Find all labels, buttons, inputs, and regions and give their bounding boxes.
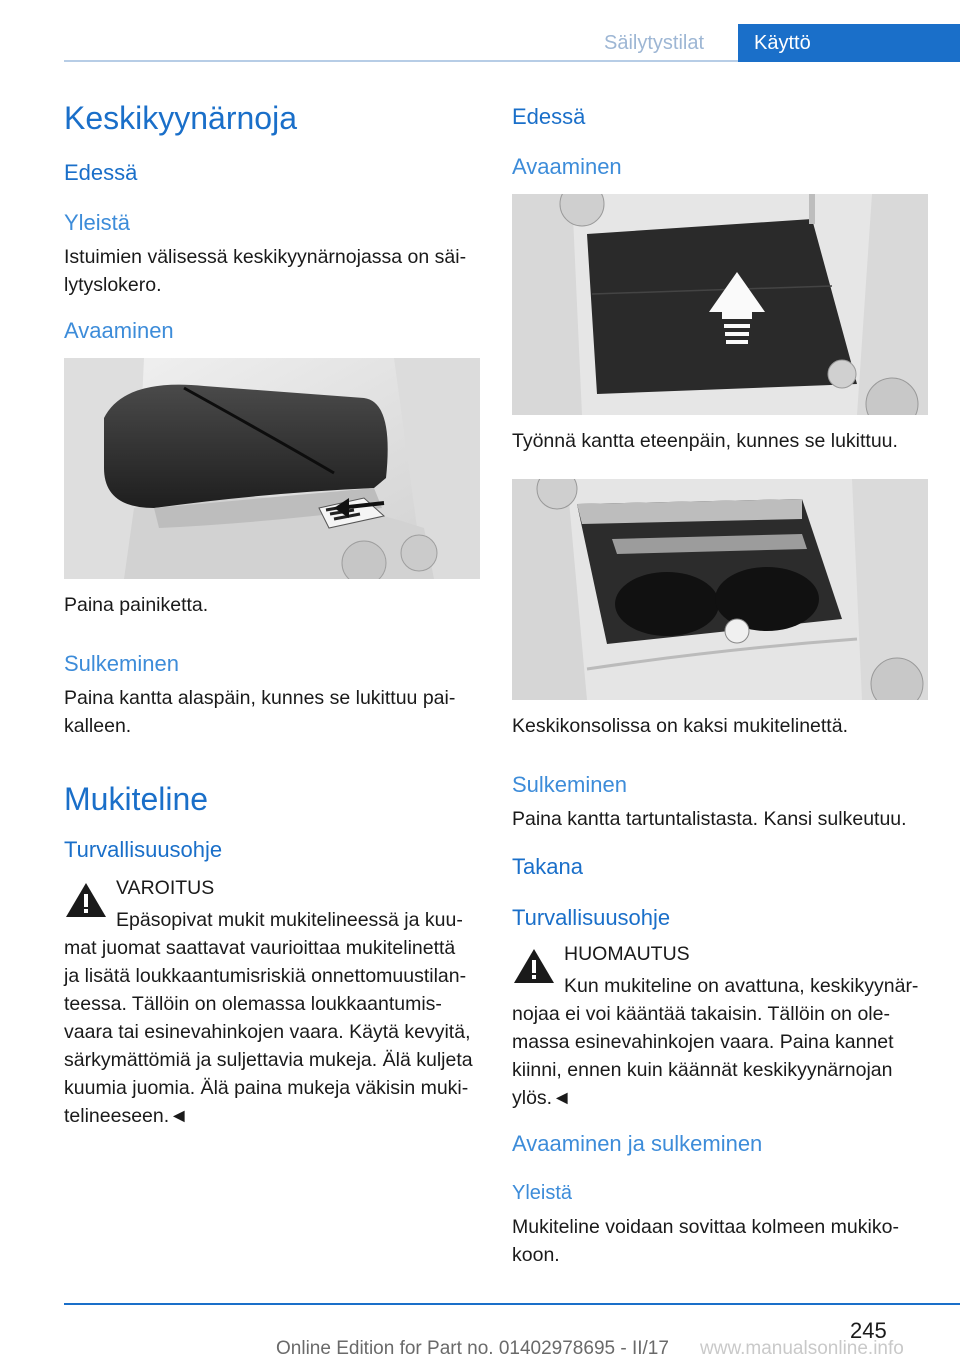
text-line: kiinni, ennen kuin käännät keskikyynärnojan	[512, 1059, 893, 1081]
notice-text	[512, 972, 932, 1112]
footer-edition: Online Edition for Part no. 01402978695 - II/17	[276, 1338, 669, 1359]
text-line: särkymättömiä ja suljettavia mukeja. Älä kuljeta	[64, 1049, 473, 1071]
two-cupholders-illustration	[512, 479, 928, 700]
text-line: ja lisätä loukkaantumisriskiä onnettomuustilan-	[64, 965, 467, 987]
paragraph-general-right	[512, 1213, 899, 1269]
heading-safety: Turvallisuusohje	[64, 837, 223, 862]
warning-text	[64, 906, 480, 1130]
notice-label: HUOMAUTUS	[564, 943, 690, 965]
heading-opening-right: Avaaminen	[512, 154, 622, 179]
footer-rule	[64, 1303, 960, 1305]
heading-armrest: Keskikyynärnoja	[64, 100, 297, 136]
cupholder-cover-illustration	[512, 194, 928, 415]
text-line: Istuimien välisessä keskikyynärnojassa on säi-	[64, 246, 467, 268]
heading-cupholder: Mukiteline	[64, 781, 209, 817]
heading-front-right: Edessä	[512, 104, 586, 129]
heading-closing: Sulkeminen	[64, 651, 179, 676]
header-section-label: Säilytystilat	[604, 32, 705, 54]
heading-opening: Avaaminen	[64, 318, 174, 343]
heading-safety-right: Turvallisuusohje	[512, 905, 671, 930]
text-line: Paina kantta alaspäin, kunnes se lukittuu pai-	[64, 687, 456, 709]
text-line: nojaa ei voi kääntää takaisin. Tällöin on ole-	[512, 1003, 890, 1025]
paragraph-closing	[64, 684, 455, 740]
text-line: ylös.◄	[512, 1087, 572, 1109]
heading-general: Yleistä	[64, 210, 131, 235]
text-line: Kun mukiteline on avattuna, keskikyynär-	[564, 975, 919, 997]
text-line: Mukiteline voidaan sovittaa kolmeen mukiko-	[512, 1216, 899, 1238]
text-line: vaara tai esinevahinkojen vaara. Käytä kevyitä,	[64, 1021, 471, 1043]
heading-open-close: Avaaminen ja sulkeminen	[512, 1131, 763, 1156]
header-tab-label: Käyttö	[754, 32, 811, 54]
text-line: telineeseen.◄	[64, 1105, 189, 1127]
caption-two-cupholders: Keskikonsolissa on kaksi mukitelinettä.	[512, 715, 848, 737]
text-line: kalleen.	[64, 715, 132, 737]
cupholders-drawing	[512, 479, 928, 700]
heading-closing-right: Sulkeminen	[512, 772, 627, 797]
text-line: kuumia juomia. Älä paina mukeja väkisin muki-	[64, 1077, 469, 1099]
heading-rear: Takana	[512, 854, 583, 879]
warning-label: VAROITUS	[116, 877, 215, 899]
page-number: 245	[850, 1318, 887, 1343]
heading-front: Edessä	[64, 160, 138, 185]
text-line: Epäsopivat mukit mukitelineessä ja kuu-	[116, 909, 463, 931]
paragraph-closing-right: Paina kantta tartuntalistasta. Kansi sulkeutuu.	[512, 808, 907, 830]
armrest-drawing	[64, 358, 480, 579]
text-line: lytyslokero.	[64, 274, 162, 296]
paragraph-general	[64, 243, 466, 299]
header-tab[interactable]	[738, 24, 960, 62]
text-line: massa esinevahinkojen vaara. Paina kannet	[512, 1031, 894, 1053]
text-line: koon.	[512, 1244, 560, 1266]
caption-press-button: Paina painiketta.	[64, 594, 209, 616]
text-line: mat juomat saattavat vaurioittaa mukitelinettä	[64, 937, 456, 959]
text-line: teessa. Tällöin on olemassa loukkaantumis-	[64, 993, 442, 1015]
cover-drawing	[512, 194, 928, 415]
heading-general-right: Yleistä	[512, 1182, 573, 1204]
armrest-illustration	[64, 358, 480, 579]
watermark[interactable]: www.manualsonline.info	[700, 1338, 904, 1359]
caption-push-cover: Työnnä kantta eteenpäin, kunnes se lukittuu.	[512, 430, 898, 452]
